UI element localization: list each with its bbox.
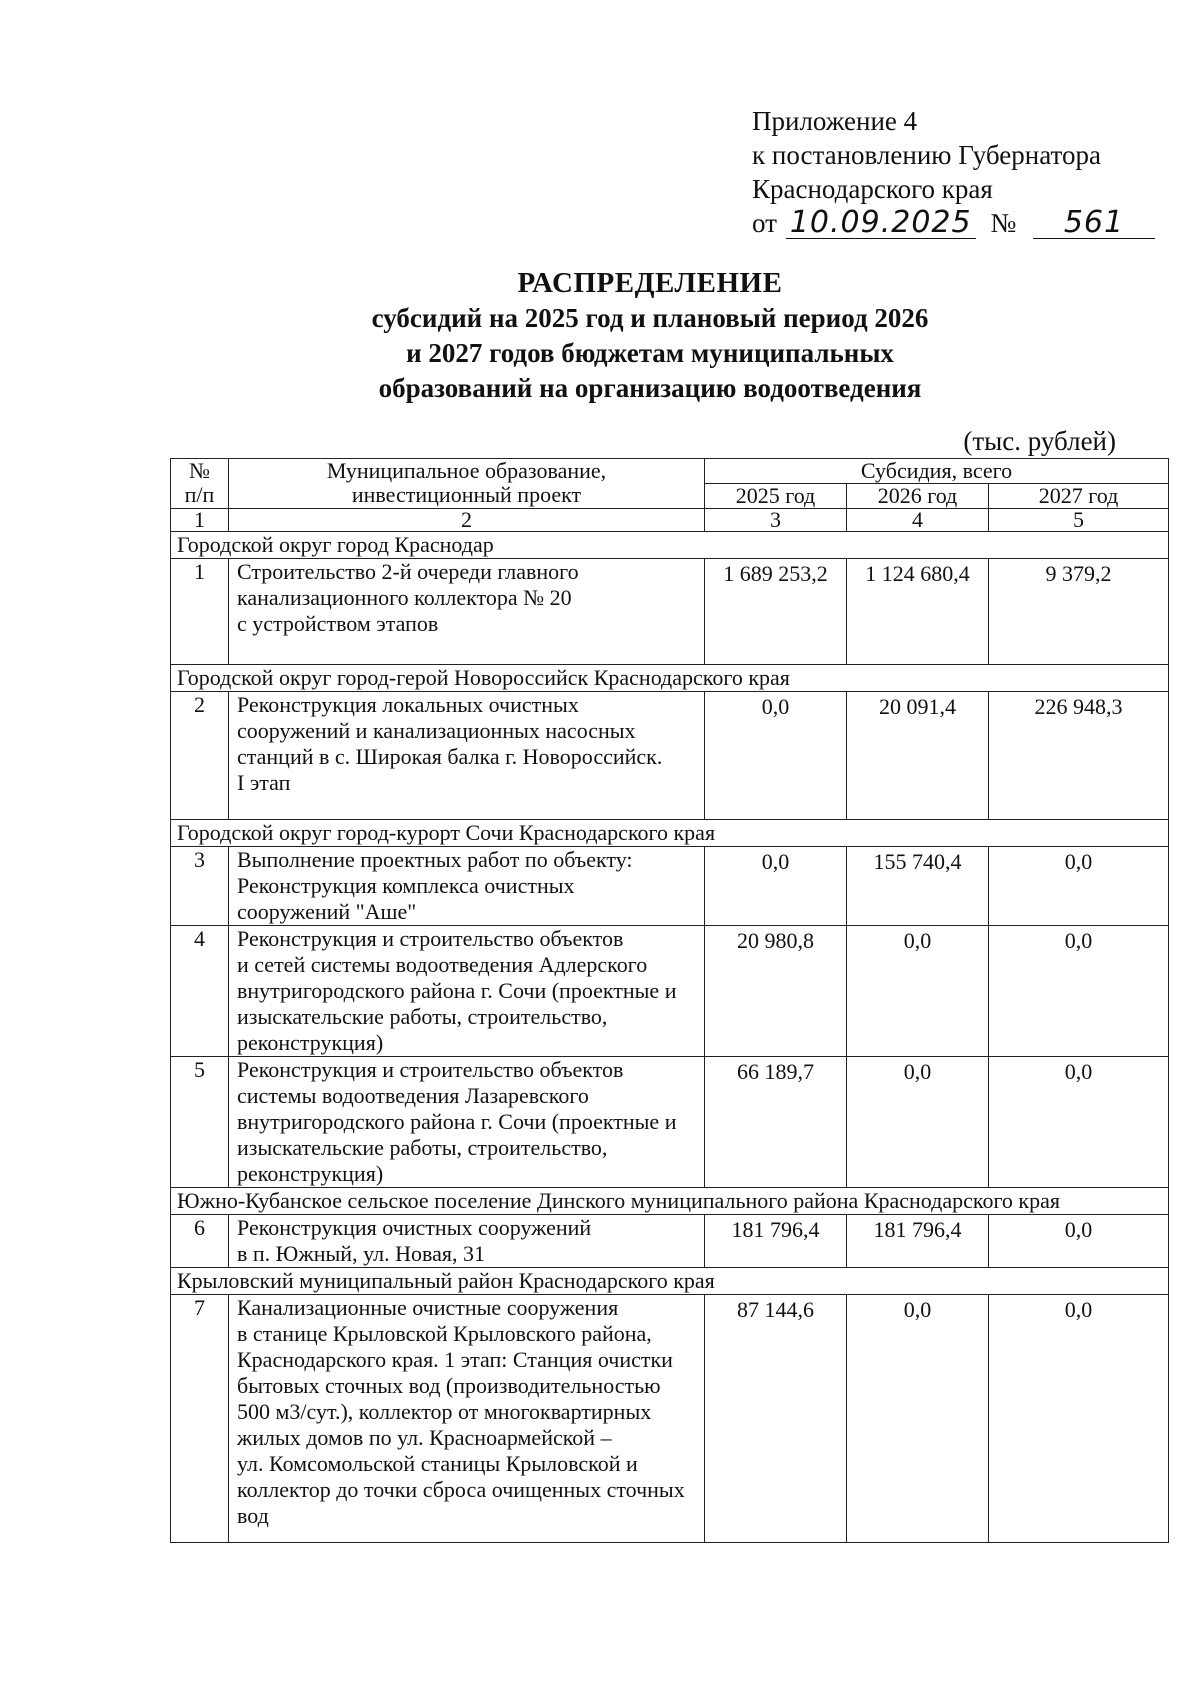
section-title: Крыловский муниципальный район Краснодарского края — [171, 1268, 1169, 1295]
project-name-line: внутригородского района г. Сочи (проектные и — [237, 1109, 677, 1134]
project-name-line: Выполнение проектных работ по объекту: — [237, 847, 633, 872]
value-2025: 0,0 — [705, 847, 847, 926]
value-2025: 0,0 — [705, 692, 847, 820]
project-name-line: вод — [237, 1503, 269, 1528]
project-name — [229, 1295, 705, 1543]
value-2027: 0,0 — [989, 1215, 1169, 1268]
project-name-line: I этап — [237, 770, 291, 795]
project-name-line: Реконструкция локальных очистных — [237, 692, 579, 717]
column-index: 1 — [171, 509, 229, 532]
row-number: 2 — [171, 692, 229, 820]
table-row — [171, 847, 1169, 926]
column-index-row — [171, 509, 1169, 532]
row-number: 3 — [171, 847, 229, 926]
value-2025: 66 189,7 — [705, 1057, 847, 1188]
section-row — [171, 820, 1169, 847]
value-2026: 155 740,4 — [847, 847, 989, 926]
handwritten-date: 10.09.2025 — [786, 208, 976, 239]
value-2026: 20 091,4 — [847, 692, 989, 820]
project-name-line: коллектор до точки сброса очищенных сточных — [237, 1477, 685, 1502]
project-name-line: Строительство 2-й очереди главного — [237, 559, 579, 584]
table-row — [171, 1215, 1169, 1268]
row-number: 5 — [171, 1057, 229, 1188]
column-index: 4 — [847, 509, 989, 532]
project-name-line: с устройством этапов — [237, 611, 439, 636]
section-title: Городской округ город Краснодар — [171, 532, 1169, 559]
project-name-line: и сетей системы водоотведения Адлерского — [237, 952, 648, 977]
project-name — [229, 692, 705, 820]
project-name-line: 500 м3/сут.), коллектор от многоквартирных — [237, 1399, 652, 1424]
value-2027: 9 379,2 — [989, 559, 1169, 665]
value-2027: 0,0 — [989, 1057, 1169, 1188]
project-name-line: изыскательские работы, строительство, — [237, 1004, 608, 1029]
project-name-line: изыскательские работы, строительство, — [237, 1135, 608, 1160]
document-title — [340, 266, 960, 406]
table-row — [171, 926, 1169, 1057]
table-row — [171, 692, 1169, 820]
section-title: Городской округ город-герой Новороссийск Краснодарского края — [171, 665, 1169, 692]
table-row — [171, 1057, 1169, 1188]
project-name-line: Реконструкция и строительство объектов — [237, 1057, 624, 1082]
table-row — [171, 1295, 1169, 1543]
project-name-line: жилых домов по ул. Красноармейской – — [237, 1425, 612, 1450]
project-name-line: системы водоотведения Лазаревского — [237, 1083, 589, 1108]
header-name: Муниципальное образование, инвестиционный проект — [229, 459, 705, 509]
number-sign: № — [990, 208, 1017, 238]
value-2025: 1 689 253,2 — [705, 559, 847, 665]
project-name-line: внутригородского района г. Сочи (проектные и — [237, 978, 677, 1003]
section-row — [171, 1188, 1169, 1215]
project-name-line: реконструкция) — [237, 1030, 384, 1055]
value-2026: 0,0 — [847, 1057, 989, 1188]
value-2026: 181 796,4 — [847, 1215, 989, 1268]
header-year-2027: 2027 год — [989, 484, 1169, 509]
project-name-line: бытовых сточных вод (производительностью — [237, 1373, 661, 1398]
project-name-line: реконструкция) — [237, 1161, 384, 1186]
project-name — [229, 926, 705, 1057]
project-name — [229, 1057, 705, 1188]
project-name — [229, 847, 705, 926]
project-name — [229, 1215, 705, 1268]
value-2026: 0,0 — [847, 1295, 989, 1543]
value-2026: 1 124 680,4 — [847, 559, 989, 665]
title-line: субсидий на 2025 год и плановый период 2026 — [371, 303, 929, 333]
project-name-line: Канализационные очистные сооружения — [237, 1295, 619, 1320]
date-prefix: от — [752, 208, 777, 238]
row-number: 7 — [171, 1295, 229, 1543]
column-index: 3 — [705, 509, 847, 532]
project-name-line: станций в с. Широкая балка г. Новороссийск. — [237, 744, 663, 769]
project-name-line: сооружений "Аше" — [237, 899, 417, 924]
section-row — [171, 1268, 1169, 1295]
section-title: Городской округ город-курорт Сочи Краснодарского края — [171, 820, 1169, 847]
header-row — [171, 459, 1169, 484]
title-line: и 2027 годов бюджетам муниципальных — [406, 338, 894, 368]
handwritten-number: 561 — [1033, 208, 1155, 239]
header-year-2025: 2025 год — [705, 484, 847, 509]
header-subsidy: Субсидия, всего — [705, 459, 1169, 484]
project-name-line: канализационного коллектора № 20 — [237, 585, 572, 610]
row-number: 6 — [171, 1215, 229, 1268]
project-name-line: в п. Южный, ул. Новая, 31 — [237, 1241, 485, 1266]
table-body — [171, 532, 1169, 1543]
units-label: (тыс. рублей) — [963, 426, 1116, 456]
appendix-line: Приложение 4 — [752, 106, 918, 136]
section-row — [171, 665, 1169, 692]
section-title: Южно-Кубанское сельское поселение Динского муниципального района Краснодарского края — [171, 1188, 1169, 1215]
row-number: 4 — [171, 926, 229, 1057]
row-number: 1 — [171, 559, 229, 665]
appendix-line: Краснодарского края — [752, 174, 993, 204]
title-heading: РАСПРЕДЕЛЕНИЕ — [517, 267, 783, 299]
header-num: № п/п — [171, 459, 229, 509]
title-line: образований на организацию водоотведения — [378, 373, 922, 403]
value-2027: 0,0 — [989, 1295, 1169, 1543]
project-name-line: Краснодарского края. 1 этап: Станция очистки — [237, 1347, 673, 1372]
project-name-line: Реконструкция очистных сооружений — [237, 1215, 592, 1240]
value-2027: 0,0 — [989, 926, 1169, 1057]
project-name-line: сооружений и канализационных насосных — [237, 718, 636, 743]
table-row — [171, 559, 1169, 665]
project-name-line: ул. Комсомольской станицы Крыловской и — [237, 1451, 638, 1476]
section-row — [171, 532, 1169, 559]
appendix-block — [752, 104, 1155, 240]
value-2027: 0,0 — [989, 847, 1169, 926]
project-name-line: в станице Крыловской Крыловского района, — [237, 1321, 652, 1346]
appendix-line: к постановлению Губернатора — [752, 140, 1101, 170]
column-index: 2 — [229, 509, 705, 532]
value-2026: 0,0 — [847, 926, 989, 1057]
header-year-2026: 2026 год — [847, 484, 989, 509]
value-2025: 20 980,8 — [705, 926, 847, 1057]
appendix-date-number-line — [752, 206, 1155, 240]
subsidy-table — [170, 458, 1169, 1543]
project-name-line: Реконструкция и строительство объектов — [237, 926, 624, 951]
project-name-line: Реконструкция комплекса очистных — [237, 873, 575, 898]
value-2025: 87 144,6 — [705, 1295, 847, 1543]
value-2027: 226 948,3 — [989, 692, 1169, 820]
project-name — [229, 559, 705, 665]
column-index: 5 — [989, 509, 1169, 532]
value-2025: 181 796,4 — [705, 1215, 847, 1268]
